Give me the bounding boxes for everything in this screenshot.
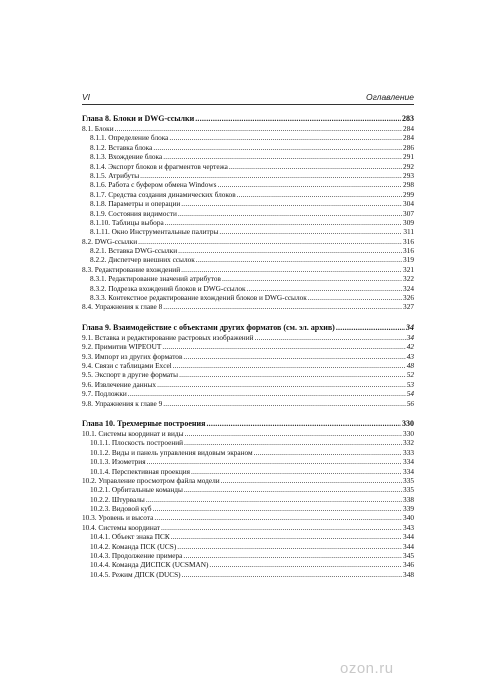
toc-leader-dots — [163, 399, 405, 408]
toc-entry-page: 330 — [403, 428, 414, 438]
toc-leader-dots — [219, 227, 402, 236]
toc-leader-dots — [336, 322, 405, 333]
toc-entry — [82, 302, 414, 311]
toc-entry — [82, 551, 414, 560]
toc-leader-dots — [140, 171, 402, 180]
toc-entry-page: 286 — [403, 142, 414, 152]
toc-entry — [82, 246, 414, 255]
toc-entry-title: 8.2. DWG-ссылки — [82, 236, 138, 246]
running-header — [82, 92, 414, 104]
toc-entry-page: 311 — [403, 227, 414, 237]
toc-leader-dots — [115, 124, 402, 133]
toc-entry — [82, 180, 414, 189]
toc-leader-dots — [217, 180, 402, 189]
toc-entry-title: 8.1.6. Работа с буфером обмена Windows — [90, 180, 217, 190]
toc-section — [82, 418, 414, 579]
toc-entry-title: Глава 8. Блоки и DWG-ссылки — [82, 114, 195, 123]
toc-entry-title: 8.2.2. Диспетчер внешних ссылок — [90, 255, 195, 265]
toc-entry-title: 8.1.9. Состояния видимости — [90, 208, 177, 218]
toc-entry — [82, 380, 414, 389]
toc-entry-page: 284 — [403, 124, 414, 133]
toc-entry-page: 333 — [403, 447, 414, 457]
toc-entry-page: 348 — [403, 569, 414, 579]
toc-leader-dots — [195, 113, 401, 124]
toc-entry — [82, 485, 414, 494]
toc-entry — [82, 448, 414, 457]
toc-leader-dots — [184, 438, 402, 447]
toc-entry — [82, 438, 414, 447]
toc-chapter-entry — [82, 322, 414, 333]
toc-leader-dots — [163, 302, 402, 311]
toc-entry-page: 322 — [403, 274, 414, 284]
toc-entry — [82, 265, 414, 274]
toc-section — [82, 113, 414, 312]
toc-chapter-entry — [82, 113, 414, 124]
toc-leader-dots — [138, 237, 402, 246]
toc-leader-dots — [177, 542, 402, 551]
toc-leader-dots — [173, 361, 406, 370]
toc-entry-title: 8.1.2. Вставка блока — [90, 142, 153, 152]
toc-entry — [82, 218, 414, 227]
toc-entry-page: 283 — [402, 114, 414, 123]
toc-entry-page: 316 — [403, 246, 414, 256]
toc-entry-page: 334 — [403, 457, 414, 467]
toc-entry-title: 8.3.3. Контекстное редактирование вхождений блоков и DWG-ссылок — [90, 293, 307, 303]
toc-leader-dots — [147, 457, 402, 466]
header-rule — [82, 104, 414, 105]
toc-entry-page: 292 — [403, 161, 414, 171]
toc-entry — [82, 199, 414, 208]
toc-entry — [82, 513, 414, 522]
watermark: ozon.ru — [340, 660, 394, 677]
toc-leader-dots — [178, 246, 402, 255]
toc-entry-title: 8.1.10. Таблицы выбора — [90, 217, 164, 227]
toc-entry-title: 10.1.1. Плоскость построений — [90, 438, 184, 448]
toc-entry-title: 10.2. Управление просмотром файла модели — [82, 475, 220, 485]
toc-entry-page: 42 — [406, 342, 414, 352]
toc-entry-page: 335 — [403, 485, 414, 495]
toc-leader-dots — [229, 162, 402, 171]
toc-entry-title: Глава 10. Трехмерные построения — [82, 418, 206, 428]
toc-entry — [82, 255, 414, 264]
toc-entry — [82, 399, 414, 408]
toc-leader-dots — [169, 133, 402, 142]
toc-entry-title: 9.5. Экспорт в другие форматы — [82, 370, 179, 380]
toc-leader-dots — [183, 551, 402, 560]
toc-leader-dots — [184, 485, 402, 494]
toc-entry-title: 8.2.1. Вставка DWG-ссылки — [90, 246, 178, 256]
toc-entry-page: 344 — [403, 541, 414, 551]
toc-leader-dots — [182, 570, 402, 579]
toc-chapter-entry — [82, 418, 414, 429]
toc-leader-dots — [179, 370, 406, 379]
toc-leader-dots — [178, 209, 402, 218]
toc-entry-page: 319 — [403, 255, 414, 265]
toc-entry — [82, 237, 414, 246]
toc-entry-page: 307 — [403, 208, 414, 218]
toc-entry-title: 10.4. Системы координат — [82, 522, 160, 532]
toc-entry — [82, 352, 414, 361]
toc-leader-dots — [222, 274, 402, 283]
toc-leader-dots — [163, 152, 402, 161]
toc-entry-page: 344 — [403, 532, 414, 542]
toc-entry — [82, 162, 414, 171]
toc-leader-dots — [254, 448, 402, 457]
toc-leader-dots — [183, 352, 405, 361]
toc-leader-dots — [191, 467, 402, 476]
toc-entry — [82, 342, 414, 351]
toc-entry-title: 8.3.1. Редактирование значений атрибутов — [90, 274, 221, 284]
toc-section — [82, 322, 414, 408]
toc-leader-dots — [165, 218, 402, 227]
toc-entry — [82, 333, 414, 342]
toc-leader-dots — [247, 284, 403, 293]
toc-entry — [82, 476, 414, 485]
toc-entry — [82, 467, 414, 476]
toc-entry-title: 9.4. Связи с таблицами Excel — [82, 360, 172, 370]
toc-leader-dots — [128, 389, 406, 398]
toc-entry-title: 10.1.4. Перспективная проекция — [90, 466, 190, 476]
toc-entry-title: 8.4. Упражнения к главе 8 — [82, 302, 163, 312]
toc-entry-page: 345 — [403, 551, 414, 561]
toc-entry-title: 10.2.1. Орбитальные команды — [90, 485, 183, 495]
toc-leader-dots — [154, 513, 402, 522]
toc-entry-page: 34 — [406, 332, 414, 342]
toc-entry-title: 10.4.3. Продолжение примера — [90, 551, 183, 561]
toc-entry — [82, 227, 414, 236]
toc-entry-title: 9.1. Вставка и редактирование растровых изображений — [82, 332, 254, 342]
toc-entry — [82, 495, 414, 504]
toc-entry-title: 8.1.11. Окно Инструментальные палитры — [90, 227, 219, 237]
toc-leader-dots — [153, 504, 403, 513]
toc-entry — [82, 190, 414, 199]
toc-leader-dots — [308, 293, 402, 302]
toc-entry-title: 8.1.3. Вхождение блока — [90, 152, 163, 162]
toc-entry-title: 10.1. Системы координат и виды — [82, 428, 184, 438]
toc-entry-page: 298 — [403, 180, 414, 190]
toc-entry-page: 293 — [403, 170, 414, 180]
toc-entry-page: 291 — [403, 152, 414, 162]
toc-entry-title: 8.1. Блоки — [82, 124, 114, 133]
toc-entry-title: 9.2. Примитив WIPEOUT — [82, 342, 162, 352]
toc-entry-page: 332 — [403, 438, 414, 448]
toc-entry-page: 324 — [403, 283, 414, 293]
toc-entry-page: 309 — [403, 217, 414, 227]
toc-leader-dots — [237, 190, 402, 199]
toc-entry-page: 321 — [403, 264, 414, 274]
toc-entry — [82, 389, 414, 398]
toc-entry — [82, 293, 414, 302]
toc-entry-title: 10.4.1. Объект знака ПСК — [90, 532, 170, 542]
toc-entry — [82, 457, 414, 466]
toc-leader-dots — [181, 199, 402, 208]
toc-entry-title: 8.1.8. Параметры и операции — [90, 199, 181, 209]
toc-entry — [82, 532, 414, 541]
toc-entry-page: 335 — [403, 475, 414, 485]
toc-leader-dots — [221, 476, 402, 485]
toc-leader-dots — [153, 143, 402, 152]
toc-entry-title: 10.1.3. Изометрия — [90, 457, 146, 467]
toc-entry-title: 10.2.2. Штурвалы — [90, 494, 145, 504]
toc-entry-title: 10.4.2. Команда ПСК (UCS) — [90, 541, 177, 551]
toc-entry-title: 9.8. Упражнения к главе 9 — [82, 398, 163, 408]
toc-entry-page: 54 — [406, 389, 414, 399]
toc-entry-title: 9.7. Подложки — [82, 389, 127, 399]
toc-entry — [82, 523, 414, 532]
toc-entry-title: 9.6. Извлечение данных — [82, 379, 157, 389]
toc-entry — [82, 143, 414, 152]
toc-entry-title: 10.4.5. Режим ДПСК (DUCS) — [90, 569, 181, 579]
toc-entry-page: 334 — [403, 466, 414, 476]
toc-entry-page: 346 — [403, 560, 414, 570]
table-of-contents — [82, 113, 414, 589]
toc-entry-title: 8.1.1. Определение блока — [90, 133, 169, 143]
toc-entry — [82, 274, 414, 283]
toc-entry — [82, 361, 414, 370]
toc-leader-dots — [255, 333, 406, 342]
toc-entry-page: 53 — [406, 379, 414, 389]
toc-entry — [82, 504, 414, 513]
toc-entry — [82, 570, 414, 579]
toc-entry-title: 8.1.4. Экспорт блоков и фрагментов чертежа — [90, 161, 228, 171]
toc-entry-page: 330 — [402, 418, 414, 428]
toc-leader-dots — [209, 560, 402, 569]
toc-entry — [82, 560, 414, 569]
toc-entry — [82, 133, 414, 142]
toc-entry-page: 316 — [403, 236, 414, 246]
toc-leader-dots — [206, 418, 401, 429]
toc-entry-page: 52 — [406, 370, 414, 380]
page-number-roman: VI — [82, 92, 91, 102]
toc-entry-title: 8.3. Редактирование вхождений — [82, 264, 181, 274]
running-title: Оглавление — [365, 92, 414, 102]
toc-entry-page: 56 — [406, 398, 414, 408]
toc-leader-dots — [157, 380, 406, 389]
toc-entry-title: 8.3.2. Подрезка вхождений блоков и DWG-ссылок — [90, 283, 246, 293]
toc-entry — [82, 152, 414, 161]
toc-entry — [82, 429, 414, 438]
toc-leader-dots — [181, 265, 402, 274]
toc-entry-page: 340 — [403, 513, 414, 523]
toc-entry-title: 10.4.4. Команда ДИСПСК (UCSMAN) — [90, 560, 209, 570]
toc-entry-page: 326 — [403, 293, 414, 303]
toc-entry-page: 327 — [403, 302, 414, 312]
toc-entry-title: 8.1.7. Средства создания динамических блоков — [90, 189, 236, 199]
toc-entry-page: 304 — [403, 199, 414, 209]
toc-entry — [82, 171, 414, 180]
toc-leader-dots — [161, 523, 402, 532]
toc-entry — [82, 542, 414, 551]
toc-entry-page: 48 — [406, 360, 414, 370]
toc-entry-page: 339 — [403, 504, 414, 514]
toc-entry — [82, 209, 414, 218]
toc-entry-title: Глава 9. Взаимодействие с объектами других форматов (см. эл. архив) — [82, 322, 335, 332]
toc-entry-title: 10.1.2. Виды и панель управления видовым экраном — [90, 447, 253, 457]
toc-entry-page: 284 — [403, 133, 414, 143]
toc-leader-dots — [185, 429, 403, 438]
toc-entry-title: 10.2.3. Видовой куб — [90, 504, 152, 514]
toc-entry-page: 34 — [406, 322, 414, 332]
toc-entry-page: 43 — [406, 351, 414, 361]
toc-entry-page: 343 — [403, 522, 414, 532]
toc-entry-title: 9.3. Импорт из других форматов — [82, 351, 183, 361]
toc-entry — [82, 370, 414, 379]
toc-leader-dots — [171, 532, 402, 541]
toc-entry — [82, 124, 414, 133]
toc-leader-dots — [146, 495, 402, 504]
toc-leader-dots — [162, 342, 405, 351]
toc-entry — [82, 284, 414, 293]
toc-leader-dots — [196, 255, 402, 264]
toc-entry-page: 338 — [403, 494, 414, 504]
toc-entry-title: 8.1.5. Атрибуты — [90, 170, 140, 180]
toc-entry-title: 10.3. Уровень и высота — [82, 513, 154, 523]
toc-entry-page: 299 — [403, 189, 414, 199]
